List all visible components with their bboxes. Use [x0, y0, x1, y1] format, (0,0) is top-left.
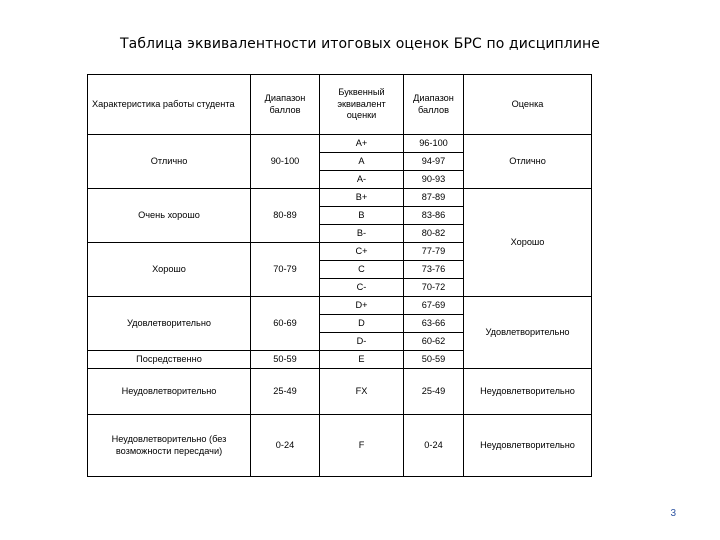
letter-range-cell: 80-82 — [404, 225, 464, 243]
range-cell: 80-89 — [251, 189, 320, 243]
letter-cell: B- — [320, 225, 404, 243]
letter-range-cell: 87-89 — [404, 189, 464, 207]
grade-cell: Удовлетворительно — [464, 297, 592, 369]
letter-range-cell: 77-79 — [404, 243, 464, 261]
letter-cell: D- — [320, 333, 404, 351]
table-row — [88, 189, 592, 207]
letter-cell: D+ — [320, 297, 404, 315]
letter-range-cell: 50-59 — [404, 351, 464, 369]
letter-cell: E — [320, 351, 404, 369]
letter-range-cell: 96-100 — [404, 135, 464, 153]
header-letter-range: Диапазон баллов — [404, 75, 464, 135]
letter-cell: FX — [320, 369, 404, 415]
table-row — [88, 369, 592, 415]
letter-cell: A+ — [320, 135, 404, 153]
letter-range-cell: 70-72 — [404, 279, 464, 297]
letter-cell: A- — [320, 171, 404, 189]
grade-equivalence-table — [87, 74, 592, 477]
characteristic-cell: Удовлетворительно — [88, 297, 251, 351]
characteristic-cell: Посредственно — [88, 351, 251, 369]
table-header-row — [88, 75, 592, 135]
letter-range-cell: 90-93 — [404, 171, 464, 189]
letter-cell: A — [320, 153, 404, 171]
letter-range-cell: 83-86 — [404, 207, 464, 225]
header-letter: Буквенный эквивалент оценки — [320, 75, 404, 135]
characteristic-cell: Отлично — [88, 135, 251, 189]
header-characteristic: Характеристика работы студента — [88, 75, 251, 135]
letter-range-cell: 67-69 — [404, 297, 464, 315]
grade-cell: Отлично — [464, 135, 592, 189]
characteristic-cell: Неудовлетворительно (без возможности пересдачи) — [88, 415, 251, 477]
letter-cell: B — [320, 207, 404, 225]
letter-range-cell: 63-66 — [404, 315, 464, 333]
range-cell: 60-69 — [251, 297, 320, 351]
grade-cell: Неудовлетворительно — [464, 415, 592, 477]
page-title: Таблица эквивалентности итоговых оценок БРС по дисциплине — [119, 36, 600, 52]
letter-range-cell: 94-97 — [404, 153, 464, 171]
letter-range-cell: 73-76 — [404, 261, 464, 279]
characteristic-cell: Очень хорошо — [88, 189, 251, 243]
table-row — [88, 297, 592, 315]
letter-range-cell: 60-62 — [404, 333, 464, 351]
header-grade: Оценка — [464, 75, 592, 135]
grade-cell: Неудовлетворительно — [464, 369, 592, 415]
characteristic-cell: Неудовлетворительно — [88, 369, 251, 415]
range-cell: 70-79 — [251, 243, 320, 297]
letter-range-cell: 0-24 — [404, 415, 464, 477]
page-number: 3 — [670, 508, 676, 519]
letter-cell: D — [320, 315, 404, 333]
letter-cell: B+ — [320, 189, 404, 207]
letter-cell: C- — [320, 279, 404, 297]
letter-cell: C+ — [320, 243, 404, 261]
table-row — [88, 415, 592, 477]
table-row — [88, 135, 592, 153]
header-range: Диапазон баллов — [251, 75, 320, 135]
letter-cell: F — [320, 415, 404, 477]
letter-range-cell: 25-49 — [404, 369, 464, 415]
range-cell: 50-59 — [251, 351, 320, 369]
grade-cell: Хорошо — [464, 189, 592, 297]
range-cell: 25-49 — [251, 369, 320, 415]
range-cell: 90-100 — [251, 135, 320, 189]
letter-cell: C — [320, 261, 404, 279]
characteristic-cell: Хорошо — [88, 243, 251, 297]
range-cell: 0-24 — [251, 415, 320, 477]
